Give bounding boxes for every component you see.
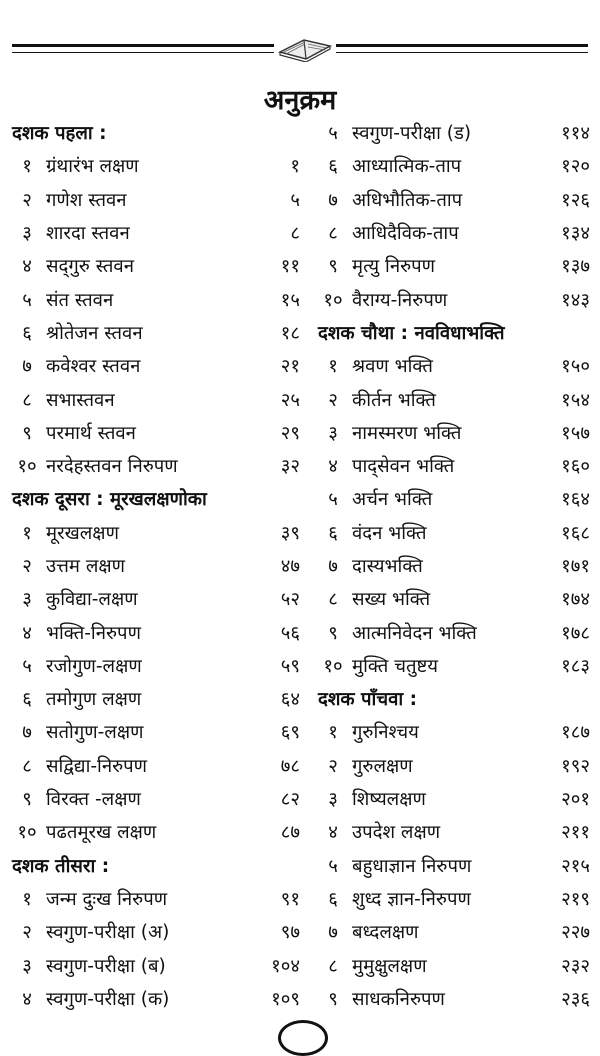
entry-title: संत स्तवन	[46, 289, 114, 311]
entry-page: २११	[561, 822, 590, 844]
entry-page: २०१	[561, 789, 590, 811]
entry-number: १	[22, 522, 32, 544]
entry-number: ९	[328, 988, 338, 1010]
entry-page: ४७	[280, 556, 300, 577]
entry-title: गुरुनिश्चय	[352, 722, 419, 744]
toc-entry	[318, 116, 594, 149]
entry-page: ५२	[280, 589, 300, 611]
toc-entry	[318, 649, 594, 682]
toc-entry	[318, 216, 594, 249]
toc-entry	[12, 183, 304, 216]
entry-number: ७	[328, 189, 338, 211]
entry-page: १७४	[561, 589, 590, 611]
entry-page: २२७	[561, 922, 590, 944]
toc-entry	[318, 516, 594, 549]
toc-entry	[12, 349, 304, 382]
entry-title: आत्मनिवेदन भक्ति	[352, 622, 477, 644]
entry-title: शारदा स्तवन	[46, 223, 130, 245]
toc-entry	[12, 516, 304, 549]
entry-page: १९२	[561, 755, 590, 777]
entry-title: उपदेश लक्षण	[352, 822, 441, 844]
entry-title: मूरखलक्षण	[46, 522, 119, 544]
section-heading-text: दशक पाँचवा :	[318, 689, 418, 711]
entry-page: १५०	[561, 356, 590, 378]
entry-title: कीर्तन भक्ति	[352, 389, 436, 411]
entry-title: स्वगुण-परीक्षा (ब)	[46, 955, 166, 977]
entry-page: ११४	[561, 123, 590, 145]
entry-number: ४	[22, 256, 32, 278]
entry-page: ३२	[280, 456, 300, 478]
entry-page: २१५	[561, 855, 590, 877]
entry-title: श्रोतेजन स्तवन	[46, 322, 143, 344]
entry-number: ५	[328, 489, 338, 511]
book-ornament-icon	[274, 32, 336, 62]
entry-number: ३	[328, 789, 338, 811]
entry-title: मुक्ति चतुष्टय	[352, 655, 439, 677]
toc-entry	[318, 349, 594, 382]
entry-number: ७	[22, 722, 32, 744]
entry-title: गणेश स्तवन	[46, 189, 127, 211]
toc-entry	[318, 948, 594, 981]
entry-number: ४	[328, 822, 338, 844]
entry-title: स्वगुण-परीक्षा (क)	[46, 988, 170, 1010]
entry-number: १	[22, 156, 32, 178]
entry-page: २३६	[561, 988, 590, 1010]
entry-number: १०	[323, 655, 343, 677]
entry-title: गुरुलक्षण	[352, 755, 413, 777]
entry-title: पढतमूरख लक्षण	[46, 822, 157, 844]
entry-title: मुमुक्षुलक्षण	[352, 955, 427, 977]
toc-entry	[12, 815, 304, 848]
entry-number: ५	[328, 123, 338, 145]
entry-number: ५	[328, 855, 338, 877]
entry-page: १३४	[561, 223, 590, 245]
entry-number: ३	[22, 955, 32, 977]
entry-page: १०९	[271, 988, 300, 1010]
entry-page: ११	[280, 256, 300, 278]
toc-entry	[318, 482, 594, 515]
entry-page: १७८	[561, 622, 590, 644]
entry-number: ३	[22, 223, 32, 245]
toc-entry	[12, 782, 304, 815]
entry-number: २	[22, 922, 32, 944]
toc-entry	[318, 416, 594, 449]
entry-number: ६	[328, 522, 338, 544]
toc-entry	[318, 882, 594, 915]
entry-title: उत्तम लक्षण	[46, 556, 126, 577]
entry-title: बध्दलक्षण	[352, 922, 419, 944]
page-number-mark	[278, 1020, 328, 1056]
entry-page: ३९	[280, 522, 300, 544]
entry-page: २९	[280, 422, 300, 444]
entry-title: वैराग्य-निरुपण	[352, 289, 448, 311]
entry-number: २	[22, 556, 32, 577]
entry-number: २	[22, 189, 32, 211]
entry-title: स्वगुण-परीक्षा (अ)	[46, 922, 170, 944]
toc-entry	[12, 316, 304, 349]
entry-page: १८३	[561, 655, 590, 677]
toc-entry	[12, 216, 304, 249]
entry-page: २३२	[561, 955, 590, 977]
entry-number: ८	[22, 389, 32, 411]
entry-number: ८	[22, 755, 32, 777]
entry-number: १	[328, 356, 338, 378]
toc-entry	[318, 183, 594, 216]
entry-number: ७	[328, 556, 338, 577]
entry-title: जन्म दुःख निरुपण	[46, 888, 168, 910]
entry-page: ५९	[280, 655, 300, 677]
entry-number: ५	[22, 655, 32, 677]
entry-number: ८	[328, 223, 338, 245]
entry-page: ५	[290, 189, 300, 211]
entry-number: १	[328, 722, 338, 744]
entry-page: ७८	[280, 755, 300, 777]
toc-entry	[12, 948, 304, 981]
toc-entry	[12, 749, 304, 782]
entry-page: ८२	[280, 789, 300, 811]
toc-entry	[12, 615, 304, 648]
entry-title: श्रवण भक्ति	[352, 356, 433, 378]
entry-title: अधिभौतिक-ताप	[352, 189, 463, 211]
entry-title: सद्विद्या-निरुपण	[46, 755, 148, 777]
entry-title: परमार्थ स्तवन	[46, 422, 136, 444]
entry-title: सभास्तवन	[46, 389, 115, 411]
entry-title: पाद्‌सेवन भक्ति	[352, 456, 455, 478]
entry-number: ४	[22, 988, 32, 1010]
toc-entry	[12, 982, 304, 1015]
entry-page: १४३	[561, 289, 590, 311]
toc-entry	[318, 815, 594, 848]
section-heading	[12, 849, 304, 882]
entry-page: १७१	[561, 556, 590, 577]
entry-title: रजोगुण-लक्षण	[46, 655, 142, 677]
entry-number: ४	[22, 622, 32, 644]
entry-title: साधकनिरुपण	[352, 988, 445, 1010]
toc-entry	[12, 682, 304, 715]
entry-number: १०	[323, 289, 343, 311]
entry-page: ६४	[280, 689, 300, 711]
toc-entry	[12, 449, 304, 482]
entry-number: ६	[22, 689, 32, 711]
entry-page: १३७	[561, 256, 590, 278]
entry-title: सतोगुण-लक्षण	[46, 722, 144, 744]
entry-page: १२०	[561, 156, 590, 178]
entry-number: १	[22, 888, 32, 910]
toc-entry	[12, 549, 304, 582]
entry-number: २	[328, 755, 338, 777]
section-heading	[12, 482, 304, 515]
entry-title: स्वगुण-परीक्षा (ड)	[352, 123, 472, 145]
entry-title: वंदन भक्ति	[352, 522, 427, 544]
entry-title: नामस्मरण भक्ति	[352, 422, 462, 444]
entry-page: ९१	[280, 888, 300, 910]
entry-title: सद्‌गुरु स्तवन	[46, 256, 134, 278]
page-title: अनुक्रम	[263, 85, 337, 116]
entry-number: ६	[328, 888, 338, 910]
entry-title: आधिदैविक-ताप	[352, 223, 459, 245]
entry-number: ९	[22, 422, 32, 444]
toc-entry	[318, 582, 594, 615]
entry-number: ४	[328, 456, 338, 478]
entry-number: ५	[22, 289, 32, 311]
toc-entry	[318, 449, 594, 482]
entry-title: नरदेहस्तवन निरुपण	[46, 456, 178, 478]
entry-title: तमोगुण लक्षण	[46, 689, 142, 711]
section-heading	[318, 682, 594, 715]
section-heading	[12, 116, 304, 149]
entry-page: ९७	[280, 922, 300, 944]
entry-number: ८	[328, 589, 338, 611]
entry-number: ३	[22, 589, 32, 611]
toc-entry	[12, 416, 304, 449]
toc-entry	[12, 715, 304, 748]
entry-page: १८	[280, 322, 300, 344]
entry-page: १८७	[561, 722, 590, 744]
entry-title: बहुधाज्ञान निरुपण	[352, 855, 472, 877]
entry-page: १०४	[271, 955, 300, 977]
toc-entry	[318, 782, 594, 815]
toc-entry	[12, 882, 304, 915]
entry-number: ६	[22, 322, 32, 344]
entry-title: ग्रंथारंभ लक्षण	[46, 156, 139, 178]
toc-entry	[12, 282, 304, 315]
toc-entry	[12, 249, 304, 282]
entry-page: २१९	[561, 888, 590, 910]
entry-number: ८	[328, 955, 338, 977]
entry-title: कुविद्या-लक्षण	[46, 589, 138, 611]
entry-page: १५७	[561, 422, 590, 444]
toc-entry	[318, 849, 594, 882]
section-heading-text: दशक चौथा : नवविधाभक्ति	[318, 322, 505, 344]
entry-page: १२६	[561, 189, 590, 211]
entry-page: ५६	[280, 622, 300, 644]
entry-title: कवेश्वर स्तवन	[46, 356, 141, 378]
entry-page: १६०	[561, 456, 590, 478]
entry-title: शिष्यलक्षण	[352, 789, 426, 811]
entry-title: सख्य भक्ति	[352, 589, 431, 611]
entry-page: १६८	[561, 522, 590, 544]
toc-entry	[12, 649, 304, 682]
toc-left-column	[12, 116, 304, 1015]
toc-entry	[318, 982, 594, 1015]
toc-right-column	[318, 116, 594, 1015]
section-heading-text: दशक पहला :	[12, 123, 107, 145]
toc-entry	[318, 615, 594, 648]
toc-entry	[318, 749, 594, 782]
entry-title: शुध्द ज्ञान-निरुपण	[352, 888, 471, 910]
toc-entry	[12, 382, 304, 415]
toc-entry	[12, 582, 304, 615]
entry-number: ९	[328, 622, 338, 644]
toc-entry	[12, 915, 304, 948]
entry-title: मृत्यु निरुपण	[352, 256, 436, 278]
entry-page: ८७	[280, 822, 300, 844]
toc-entry	[318, 382, 594, 415]
entry-number: ९	[22, 789, 32, 811]
entry-page: २५	[280, 389, 300, 411]
entry-number: ७	[22, 356, 32, 378]
entry-title: अर्चन भक्ति	[352, 489, 433, 511]
entry-number: ३	[328, 422, 338, 444]
entry-page: १५	[280, 289, 300, 311]
toc-entry	[318, 249, 594, 282]
entry-number: २	[328, 389, 338, 411]
entry-number: ६	[328, 156, 338, 178]
entry-page: १६४	[561, 489, 590, 511]
entry-page: २१	[280, 356, 300, 378]
toc-entry	[12, 149, 304, 182]
entry-number: १०	[17, 456, 37, 478]
section-heading-text: दशक तीसरा :	[12, 855, 110, 877]
toc-entry	[318, 915, 594, 948]
entry-title: आध्यात्मिक-ताप	[352, 156, 462, 178]
toc-entry	[318, 549, 594, 582]
entry-page: १	[290, 156, 300, 178]
entry-page: ६९	[280, 722, 300, 744]
entry-page: १५४	[561, 389, 590, 411]
toc-entry	[318, 149, 594, 182]
toc-entry	[318, 282, 594, 315]
entry-title: भक्ति-निरुपण	[46, 622, 141, 644]
toc-entry	[318, 715, 594, 748]
section-heading	[318, 316, 594, 349]
entry-number: ९	[328, 256, 338, 278]
entry-page: ८	[290, 223, 300, 245]
entry-number: १०	[17, 822, 37, 844]
entry-title: विरक्त -लक्षण	[46, 789, 141, 811]
section-heading-text: दशक दूसरा : मूरखलक्षणोका	[12, 489, 207, 511]
entry-title: दास्यभक्ति	[352, 556, 423, 577]
entry-number: ७	[328, 922, 338, 944]
